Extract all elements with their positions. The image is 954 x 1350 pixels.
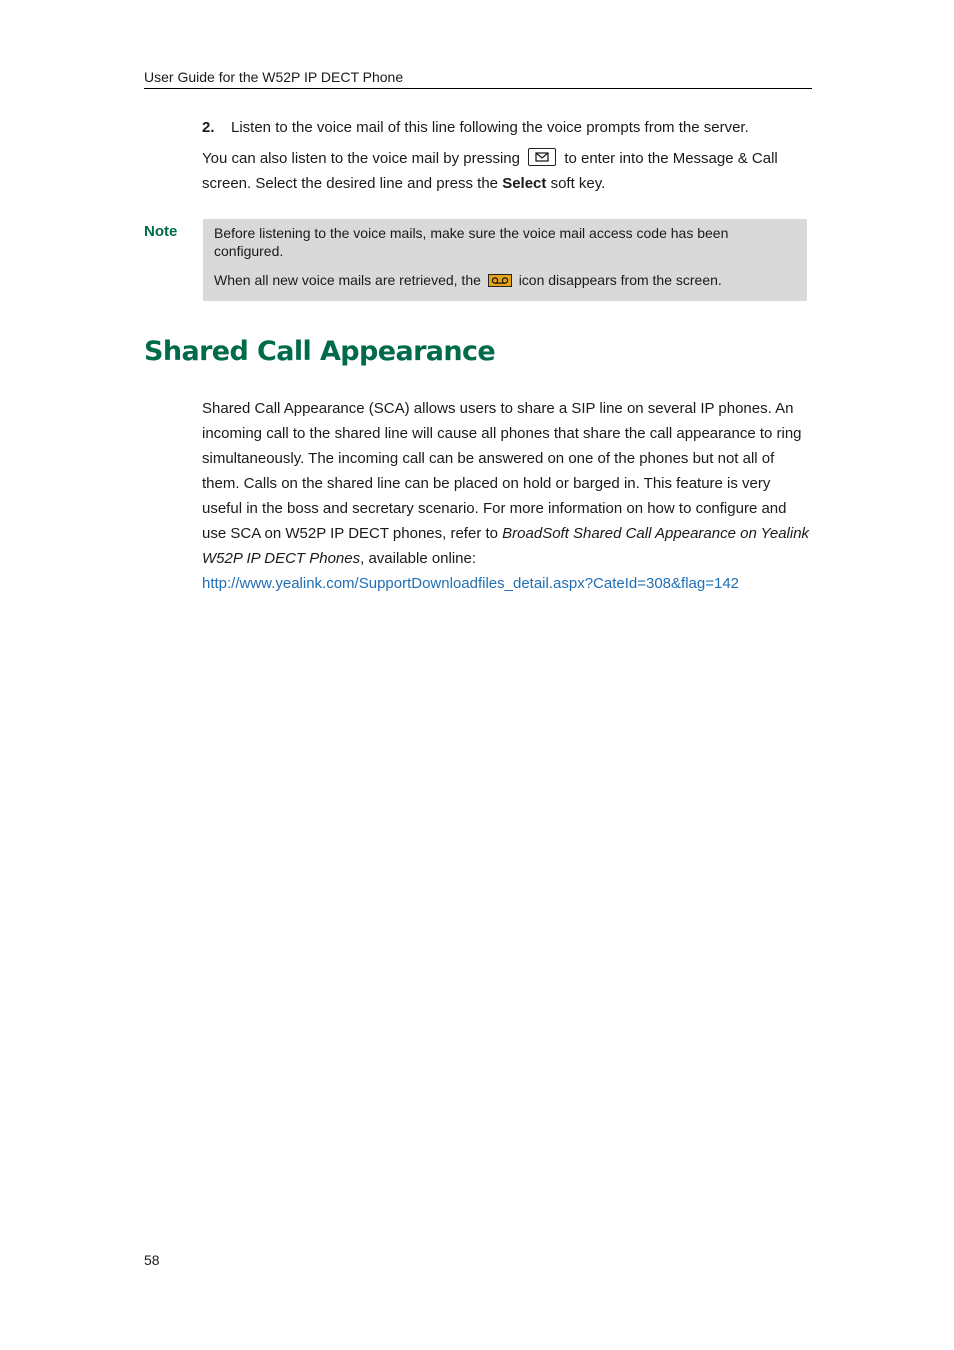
voicemail-icon: [488, 274, 512, 287]
para1-after-key: to enter into the Message & Call screen. Select the desired line and press the: [202, 150, 778, 192]
section-body-part2: , available online:: [360, 550, 477, 567]
step-text: Listen to the voice mail of this line following the voice prompts from the server.: [231, 119, 749, 136]
note-line-1: Before listening to the voice mails, make sure the voice mail access code has been configured.: [214, 225, 729, 259]
download-link[interactable]: http://www.yealink.com/SupportDownloadfiles_detail.aspx?CateId=308&flag=142: [202, 575, 739, 592]
running-header: [144, 68, 812, 89]
step-number: 2.: [202, 119, 215, 136]
select-softkey-label: Select: [502, 175, 547, 192]
step-2: [202, 117, 812, 139]
section-title: Shared Call Appearance: [144, 336, 496, 367]
note-line-2-after: icon disappears from the screen.: [518, 272, 722, 288]
section-body: [202, 396, 814, 596]
note-box: [203, 219, 807, 301]
note-label: Note: [144, 223, 178, 240]
header-title: User Guide for the W52P IP DECT Phone: [144, 69, 404, 85]
message-key-icon: [528, 148, 556, 166]
para1-before-key: You can also listen to the voice mail by pressing: [202, 150, 520, 167]
page-number: 58: [144, 1252, 160, 1268]
section-body-part1: Shared Call Appearance (SCA) allows users to share a SIP line on several IP phones. An incoming call to the shared line will cause all phones that share the call appearance to ring simultaneously. The incoming call can be answered on one of the phones but not all of them. Calls on the shared line can be placed on hold or barged in. This feature is very useful in the boss and secretary scenario. For more information on how to configure and use SCA on W52P IP DECT phones, refer to: [202, 400, 802, 542]
para1-end: soft key.: [550, 175, 606, 192]
voicemail-paragraph: [202, 146, 812, 196]
note-line-2: [214, 271, 795, 289]
referenced-document-title: BroadSoft Shared Call Appearance on Yealink W52P IP DECT Phones: [202, 525, 810, 567]
note-line-2-before: When all new voice mails are retrieved, the: [214, 272, 481, 288]
